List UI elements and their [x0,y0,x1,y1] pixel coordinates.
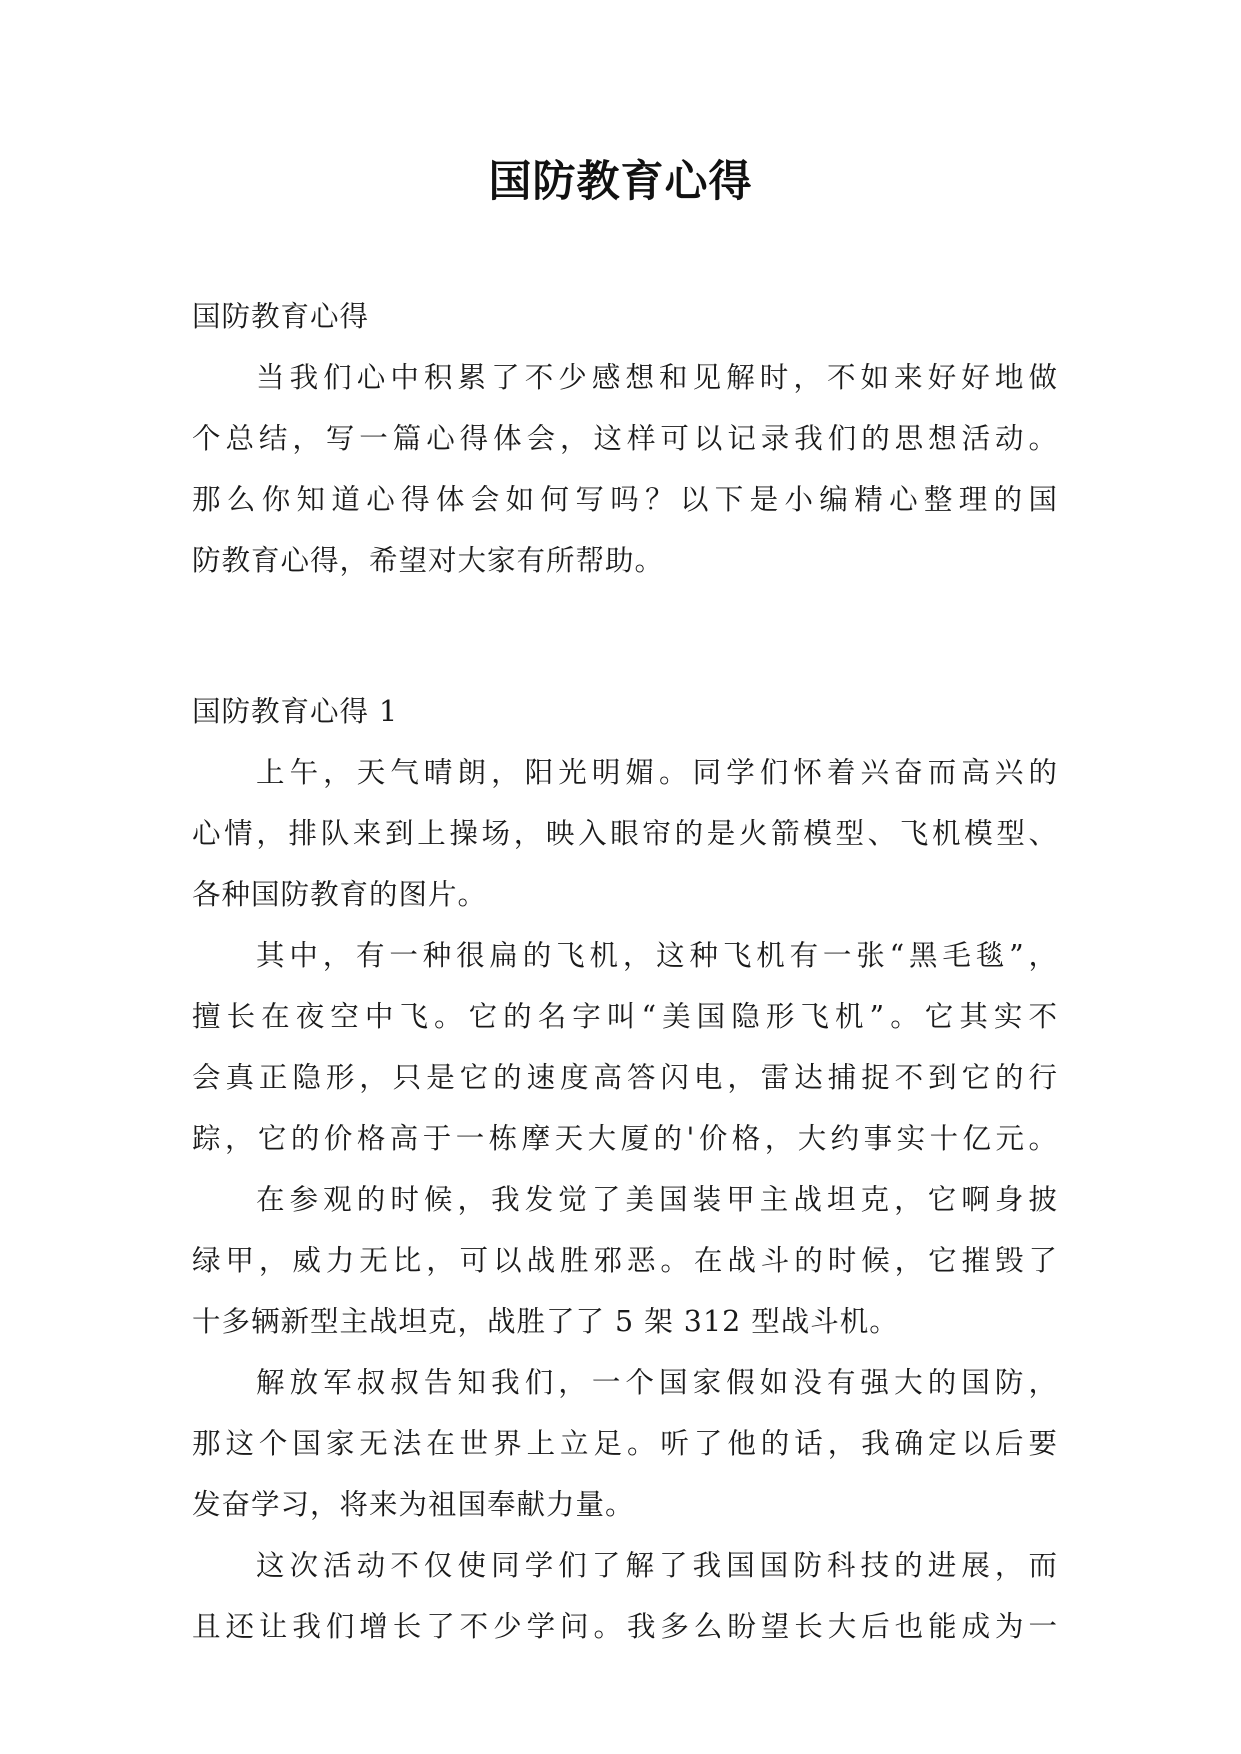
paragraph-line: 心情，排队来到上操场，映入眼帘的是火箭模型、飞机模型、 [192,817,1058,850]
paragraph-line: 各种国防教育的图片。 [192,878,488,911]
section-paragraph [192,925,1058,1169]
section-paragraph [192,742,1058,925]
document-title: 国防教育心得 [488,157,753,207]
intro-heading: 国防教育心得 [192,300,370,333]
paragraph-line: 十多辆新型主战坦克，战胜了了 5 架 312 型战斗机。 [192,1305,899,1338]
paragraph-line: 上午，天气晴朗，阳光明媚。同学们怀着兴奋而高兴的 [256,756,1058,789]
paragraph-line: 防教育心得，希望对大家有所帮助。 [192,544,665,577]
section-paragraph [192,1535,1058,1657]
paragraph-line: 且还让我们增长了不少学问。我多么盼望长大后也能成为一 [192,1610,1058,1643]
section-paragraph [192,1169,1058,1352]
paragraph-line: 那么你知道心得体会如何写吗？以下是小编精心整理的国 [192,483,1058,516]
intro-paragraph [192,347,1058,591]
paragraph-line: 踪，它的价格高于一栋摩天大厦的'价格，大约事实十亿元。 [192,1122,1058,1155]
paragraph-line: 发奋学习，将来为祖国奉献力量。 [192,1488,635,1521]
paragraph-line: 当我们心中积累了不少感想和见解时，不如来好好地做 [256,361,1058,394]
section-heading: 国防教育心得 1 [192,695,399,728]
paragraph-line: 在参观的时候，我发觉了美国装甲主战坦克，它啊身披 [256,1183,1058,1216]
paragraph-line: 会真正隐形，只是它的速度高答闪电，雷达捕捉不到它的行 [192,1061,1058,1094]
section-paragraph [192,1352,1058,1535]
paragraph-line: 其中，有一种很扁的飞机，这种飞机有一张“黑毛毯”， [256,939,1058,972]
paragraph-line: 个总结，写一篇心得体会，这样可以记录我们的思想活动。 [192,422,1058,455]
document-body [192,286,1058,1657]
paragraph-line: 这次活动不仅使同学们了解了我国国防科技的进展，而 [256,1549,1058,1582]
paragraph-line: 解放军叔叔告知我们，一个国家假如没有强大的国防， [256,1366,1058,1399]
paragraph-line: 擅长在夜空中飞。它的名字叫“美国隐形飞机”。它其实不 [192,1000,1058,1033]
paragraph-line: 绿甲，威力无比，可以战胜邪恶。在战斗的时候，它摧毁了 [192,1244,1058,1277]
paragraph-line: 那这个国家无法在世界上立足。听了他的话，我确定以后要 [192,1427,1058,1460]
section-gap [192,591,1058,681]
